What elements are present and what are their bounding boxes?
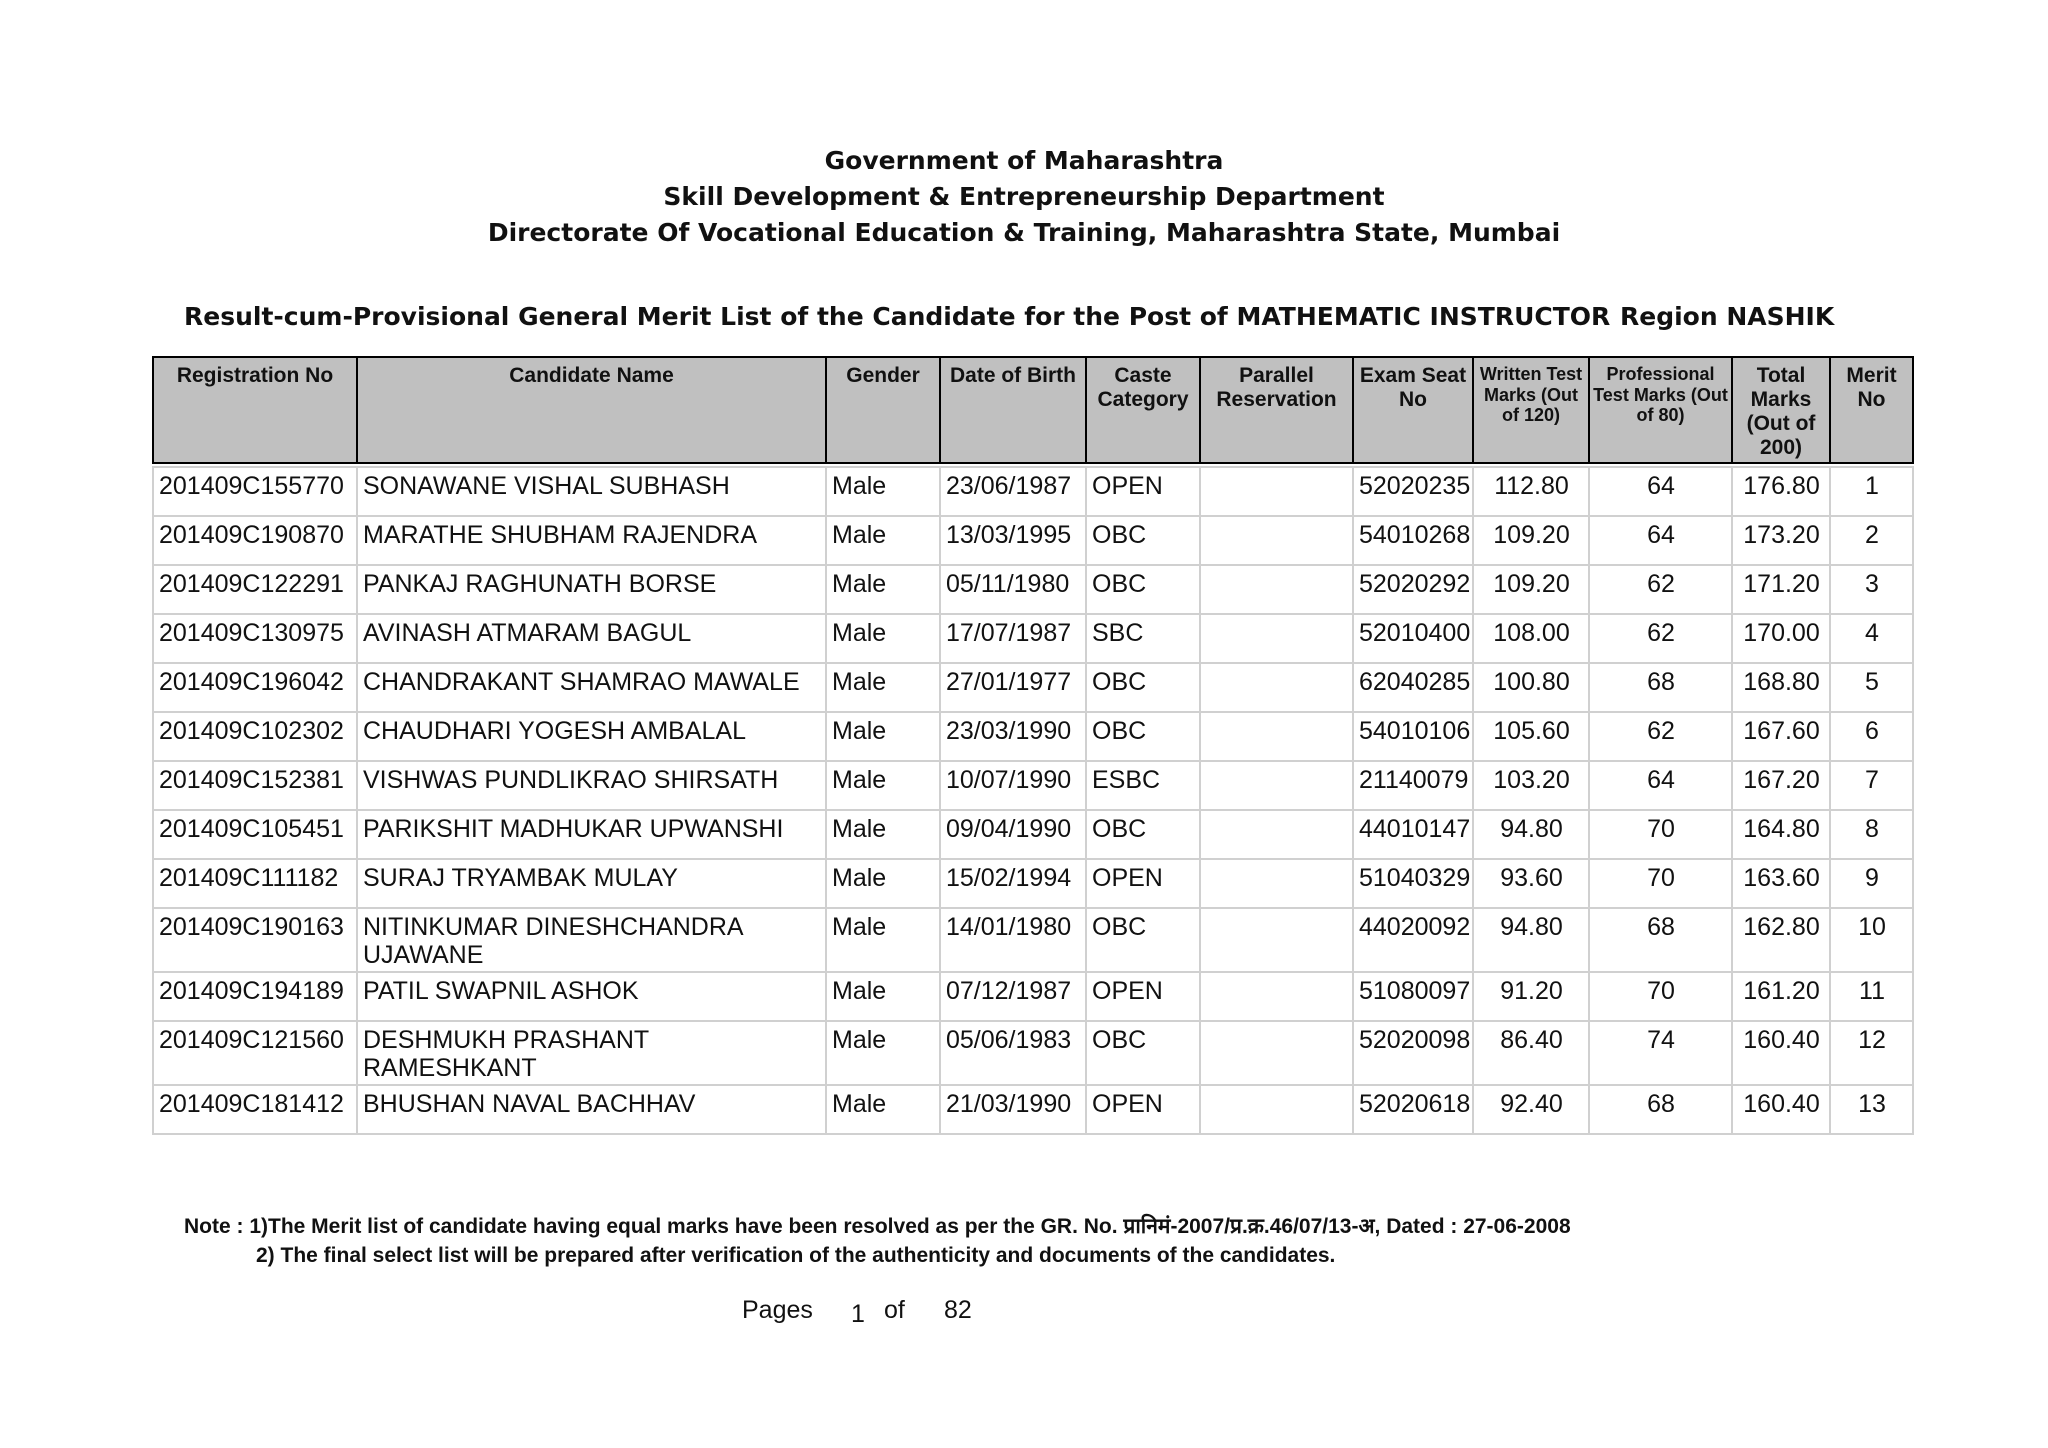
total-marks-cell: 170.00 (1732, 614, 1830, 663)
professional-marks-cell: 70 (1589, 859, 1732, 908)
registration-cell: 201409C102302 (153, 712, 357, 761)
parallel-reservation-cell (1200, 516, 1353, 565)
table-row (153, 908, 1913, 972)
total-marks-cell: 176.80 (1732, 467, 1830, 516)
total-marks-cell: 161.20 (1732, 972, 1830, 1021)
exam-seat-cell: 54010268 (1353, 516, 1473, 565)
candidate-name-cell: BHUSHAN NAVAL BACHHAV (357, 1085, 826, 1134)
exam-seat-cell: 52010400 (1353, 614, 1473, 663)
exam-seat-cell: 51080097 (1353, 972, 1473, 1021)
caste-cell: OBC (1086, 1021, 1200, 1085)
professional-marks-cell: 64 (1589, 467, 1732, 516)
table-header (152, 356, 1914, 464)
exam-seat-cell: 52020235 (1353, 467, 1473, 516)
written-marks-cell: 94.80 (1473, 908, 1589, 972)
note-final-list: 2) The final select list will be prepared after verification of the authenticity and documents of the candidates. (256, 1244, 1336, 1267)
dob-cell: 07/12/1987 (940, 972, 1086, 1021)
written-marks-cell: 86.40 (1473, 1021, 1589, 1085)
professional-marks-cell: 68 (1589, 663, 1732, 712)
dob-cell: 23/06/1987 (940, 467, 1086, 516)
caste-cell: ESBC (1086, 761, 1200, 810)
header-directorate: Directorate Of Vocational Education & Training, Maharashtra State, Mumbai (487, 218, 1561, 247)
merit-no-cell: 1 (1830, 467, 1913, 516)
col-header-dob: Date of Birth (940, 357, 1086, 463)
merit-no-cell: 6 (1830, 712, 1913, 761)
gender-cell: Male (826, 565, 940, 614)
table-row (153, 516, 1913, 565)
dob-cell: 10/07/1990 (940, 761, 1086, 810)
merit-table (152, 466, 1914, 1135)
written-marks-cell: 92.40 (1473, 1085, 1589, 1134)
registration-cell: 201409C196042 (153, 663, 357, 712)
parallel-reservation-cell (1200, 1021, 1353, 1085)
written-marks-cell: 91.20 (1473, 972, 1589, 1021)
total-marks-cell: 167.60 (1732, 712, 1830, 761)
exam-seat-cell: 62040285 (1353, 663, 1473, 712)
merit-no-cell: 11 (1830, 972, 1913, 1021)
caste-cell: OBC (1086, 565, 1200, 614)
exam-seat-cell: 52020292 (1353, 565, 1473, 614)
merit-no-cell: 13 (1830, 1085, 1913, 1134)
registration-cell: 201409C130975 (153, 614, 357, 663)
merit-no-cell: 4 (1830, 614, 1913, 663)
gender-cell: Male (826, 761, 940, 810)
dob-cell: 14/01/1980 (940, 908, 1086, 972)
table-row (153, 663, 1913, 712)
candidate-name-cell: CHANDRAKANT SHAMRAO MAWALE (357, 663, 826, 712)
exam-seat-cell: 21140079 (1353, 761, 1473, 810)
table-row (153, 859, 1913, 908)
merit-no-cell: 12 (1830, 1021, 1913, 1085)
parallel-reservation-cell (1200, 663, 1353, 712)
professional-marks-cell: 70 (1589, 972, 1732, 1021)
candidate-name-cell: PANKAJ RAGHUNATH BORSE (357, 565, 826, 614)
total-marks-cell: 171.20 (1732, 565, 1830, 614)
parallel-reservation-cell (1200, 614, 1353, 663)
total-marks-cell: 173.20 (1732, 516, 1830, 565)
region-label: Region NASHIK (1620, 302, 1835, 331)
total-marks-cell: 162.80 (1732, 908, 1830, 972)
total-marks-cell: 160.40 (1732, 1085, 1830, 1134)
note-equal-marks: Note : 1)The Merit list of candidate having equal marks have been resolved as per the GR. No. प्रानिमं-2007/प्र.क्र.46/07/13-अ, Dated : 27-06-2008 (184, 1215, 1571, 1238)
merit-list-title: Result-cum-Provisional General Merit List of the Candidate for the Post of MATHEMATIC INSTRUCTOR (184, 302, 1611, 331)
col-header-merit: Merit No (1830, 357, 1913, 463)
registration-cell: 201409C111182 (153, 859, 357, 908)
candidate-name-cell: SURAJ TRYAMBAK MULAY (357, 859, 826, 908)
registration-cell: 201409C190163 (153, 908, 357, 972)
gender-cell: Male (826, 614, 940, 663)
professional-marks-cell: 74 (1589, 1021, 1732, 1085)
written-marks-cell: 105.60 (1473, 712, 1589, 761)
table-row (153, 810, 1913, 859)
merit-no-cell: 2 (1830, 516, 1913, 565)
merit-no-cell: 3 (1830, 565, 1913, 614)
parallel-reservation-cell (1200, 761, 1353, 810)
professional-marks-cell: 68 (1589, 1085, 1732, 1134)
written-marks-cell: 112.80 (1473, 467, 1589, 516)
caste-cell: OPEN (1086, 467, 1200, 516)
caste-cell: OPEN (1086, 859, 1200, 908)
dob-cell: 13/03/1995 (940, 516, 1086, 565)
col-header-caste: Caste Category (1086, 357, 1200, 463)
professional-marks-cell: 62 (1589, 565, 1732, 614)
caste-cell: OBC (1086, 810, 1200, 859)
professional-marks-cell: 64 (1589, 516, 1732, 565)
total-pages: 82 (944, 1296, 972, 1324)
total-marks-cell: 163.60 (1732, 859, 1830, 908)
caste-cell: OBC (1086, 712, 1200, 761)
gender-cell: Male (826, 859, 940, 908)
caste-cell: SBC (1086, 614, 1200, 663)
dob-cell: 17/07/1987 (940, 614, 1086, 663)
col-header-name: Candidate Name (357, 357, 826, 463)
table-row (153, 467, 1913, 516)
total-marks-cell: 160.40 (1732, 1021, 1830, 1085)
col-header-professional: Professional Test Marks (Out of 80) (1589, 357, 1732, 463)
registration-cell: 201409C122291 (153, 565, 357, 614)
col-header-gender: Gender (826, 357, 940, 463)
header-government: Government of Maharashtra (824, 146, 1224, 175)
table-row (153, 972, 1913, 1021)
col-header-parallel: Parallel Reservation (1200, 357, 1353, 463)
professional-marks-cell: 62 (1589, 712, 1732, 761)
dob-cell: 05/06/1983 (940, 1021, 1086, 1085)
written-marks-cell: 100.80 (1473, 663, 1589, 712)
registration-cell: 201409C181412 (153, 1085, 357, 1134)
gender-cell: Male (826, 663, 940, 712)
table-row (153, 565, 1913, 614)
exam-seat-cell: 51040329 (1353, 859, 1473, 908)
gender-cell: Male (826, 1021, 940, 1085)
written-marks-cell: 108.00 (1473, 614, 1589, 663)
registration-cell: 201409C194189 (153, 972, 357, 1021)
total-marks-cell: 164.80 (1732, 810, 1830, 859)
merit-no-cell: 7 (1830, 761, 1913, 810)
candidate-name-cell: AVINASH ATMARAM BAGUL (357, 614, 826, 663)
exam-seat-cell: 52020098 (1353, 1021, 1473, 1085)
written-marks-cell: 109.20 (1473, 516, 1589, 565)
gender-cell: Male (826, 972, 940, 1021)
parallel-reservation-cell (1200, 810, 1353, 859)
caste-cell: OBC (1086, 516, 1200, 565)
exam-seat-cell: 44020092 (1353, 908, 1473, 972)
table-row (153, 614, 1913, 663)
written-marks-cell: 103.20 (1473, 761, 1589, 810)
merit-no-cell: 10 (1830, 908, 1913, 972)
professional-marks-cell: 68 (1589, 908, 1732, 972)
gender-cell: Male (826, 712, 940, 761)
registration-cell: 201409C105451 (153, 810, 357, 859)
parallel-reservation-cell (1200, 467, 1353, 516)
exam-seat-cell: 52020618 (1353, 1085, 1473, 1134)
total-marks-cell: 167.20 (1732, 761, 1830, 810)
table-row (153, 1021, 1913, 1085)
table-row (153, 761, 1913, 810)
registration-cell: 201409C155770 (153, 467, 357, 516)
caste-cell: OBC (1086, 908, 1200, 972)
candidate-name-cell: SONAWANE VISHAL SUBHASH (357, 467, 826, 516)
dob-cell: 05/11/1980 (940, 565, 1086, 614)
candidate-name-cell: DESHMUKH PRASHANT RAMESHKANT (357, 1021, 826, 1085)
col-header-written: Written Test Marks (Out of 120) (1473, 357, 1589, 463)
parallel-reservation-cell (1200, 712, 1353, 761)
caste-cell: OBC (1086, 663, 1200, 712)
col-header-registration: Registration No (153, 357, 357, 463)
candidate-name-cell: MARATHE SHUBHAM RAJENDRA (357, 516, 826, 565)
parallel-reservation-cell (1200, 859, 1353, 908)
dob-cell: 15/02/1994 (940, 859, 1086, 908)
merit-no-cell: 9 (1830, 859, 1913, 908)
professional-marks-cell: 70 (1589, 810, 1732, 859)
caste-cell: OPEN (1086, 972, 1200, 1021)
header-department: Skill Development & Entrepreneurship Department (663, 182, 1385, 211)
candidate-name-cell: PATIL SWAPNIL ASHOK (357, 972, 826, 1021)
of-label: of (884, 1296, 905, 1324)
caste-cell: OPEN (1086, 1085, 1200, 1134)
col-header-seat: Exam Seat No (1353, 357, 1473, 463)
parallel-reservation-cell (1200, 565, 1353, 614)
parallel-reservation-cell (1200, 1085, 1353, 1134)
written-marks-cell: 94.80 (1473, 810, 1589, 859)
parallel-reservation-cell (1200, 972, 1353, 1021)
candidate-name-cell: NITINKUMAR DINESHCHANDRA UJAWANE (357, 908, 826, 972)
exam-seat-cell: 44010147 (1353, 810, 1473, 859)
candidate-name-cell: VISHWAS PUNDLIKRAO SHIRSATH (357, 761, 826, 810)
gender-cell: Male (826, 467, 940, 516)
professional-marks-cell: 64 (1589, 761, 1732, 810)
dob-cell: 23/03/1990 (940, 712, 1086, 761)
registration-cell: 201409C121560 (153, 1021, 357, 1085)
total-marks-cell: 168.80 (1732, 663, 1830, 712)
gender-cell: Male (826, 810, 940, 859)
candidate-name-cell: CHAUDHARI YOGESH AMBALAL (357, 712, 826, 761)
table-row (153, 712, 1913, 761)
col-header-total: Total Marks (Out of 200) (1732, 357, 1830, 463)
professional-marks-cell: 62 (1589, 614, 1732, 663)
merit-no-cell: 8 (1830, 810, 1913, 859)
written-marks-cell: 93.60 (1473, 859, 1589, 908)
dob-cell: 27/01/1977 (940, 663, 1086, 712)
gender-cell: Male (826, 1085, 940, 1134)
written-marks-cell: 109.20 (1473, 565, 1589, 614)
current-page: 1 (851, 1300, 865, 1328)
dob-cell: 09/04/1990 (940, 810, 1086, 859)
gender-cell: Male (826, 516, 940, 565)
parallel-reservation-cell (1200, 908, 1353, 972)
candidate-name-cell: PARIKSHIT MADHUKAR UPWANSHI (357, 810, 826, 859)
pages-label: Pages (742, 1296, 813, 1324)
exam-seat-cell: 54010106 (1353, 712, 1473, 761)
merit-no-cell: 5 (1830, 663, 1913, 712)
registration-cell: 201409C152381 (153, 761, 357, 810)
registration-cell: 201409C190870 (153, 516, 357, 565)
dob-cell: 21/03/1990 (940, 1085, 1086, 1134)
gender-cell: Male (826, 908, 940, 972)
table-row (153, 1085, 1913, 1134)
